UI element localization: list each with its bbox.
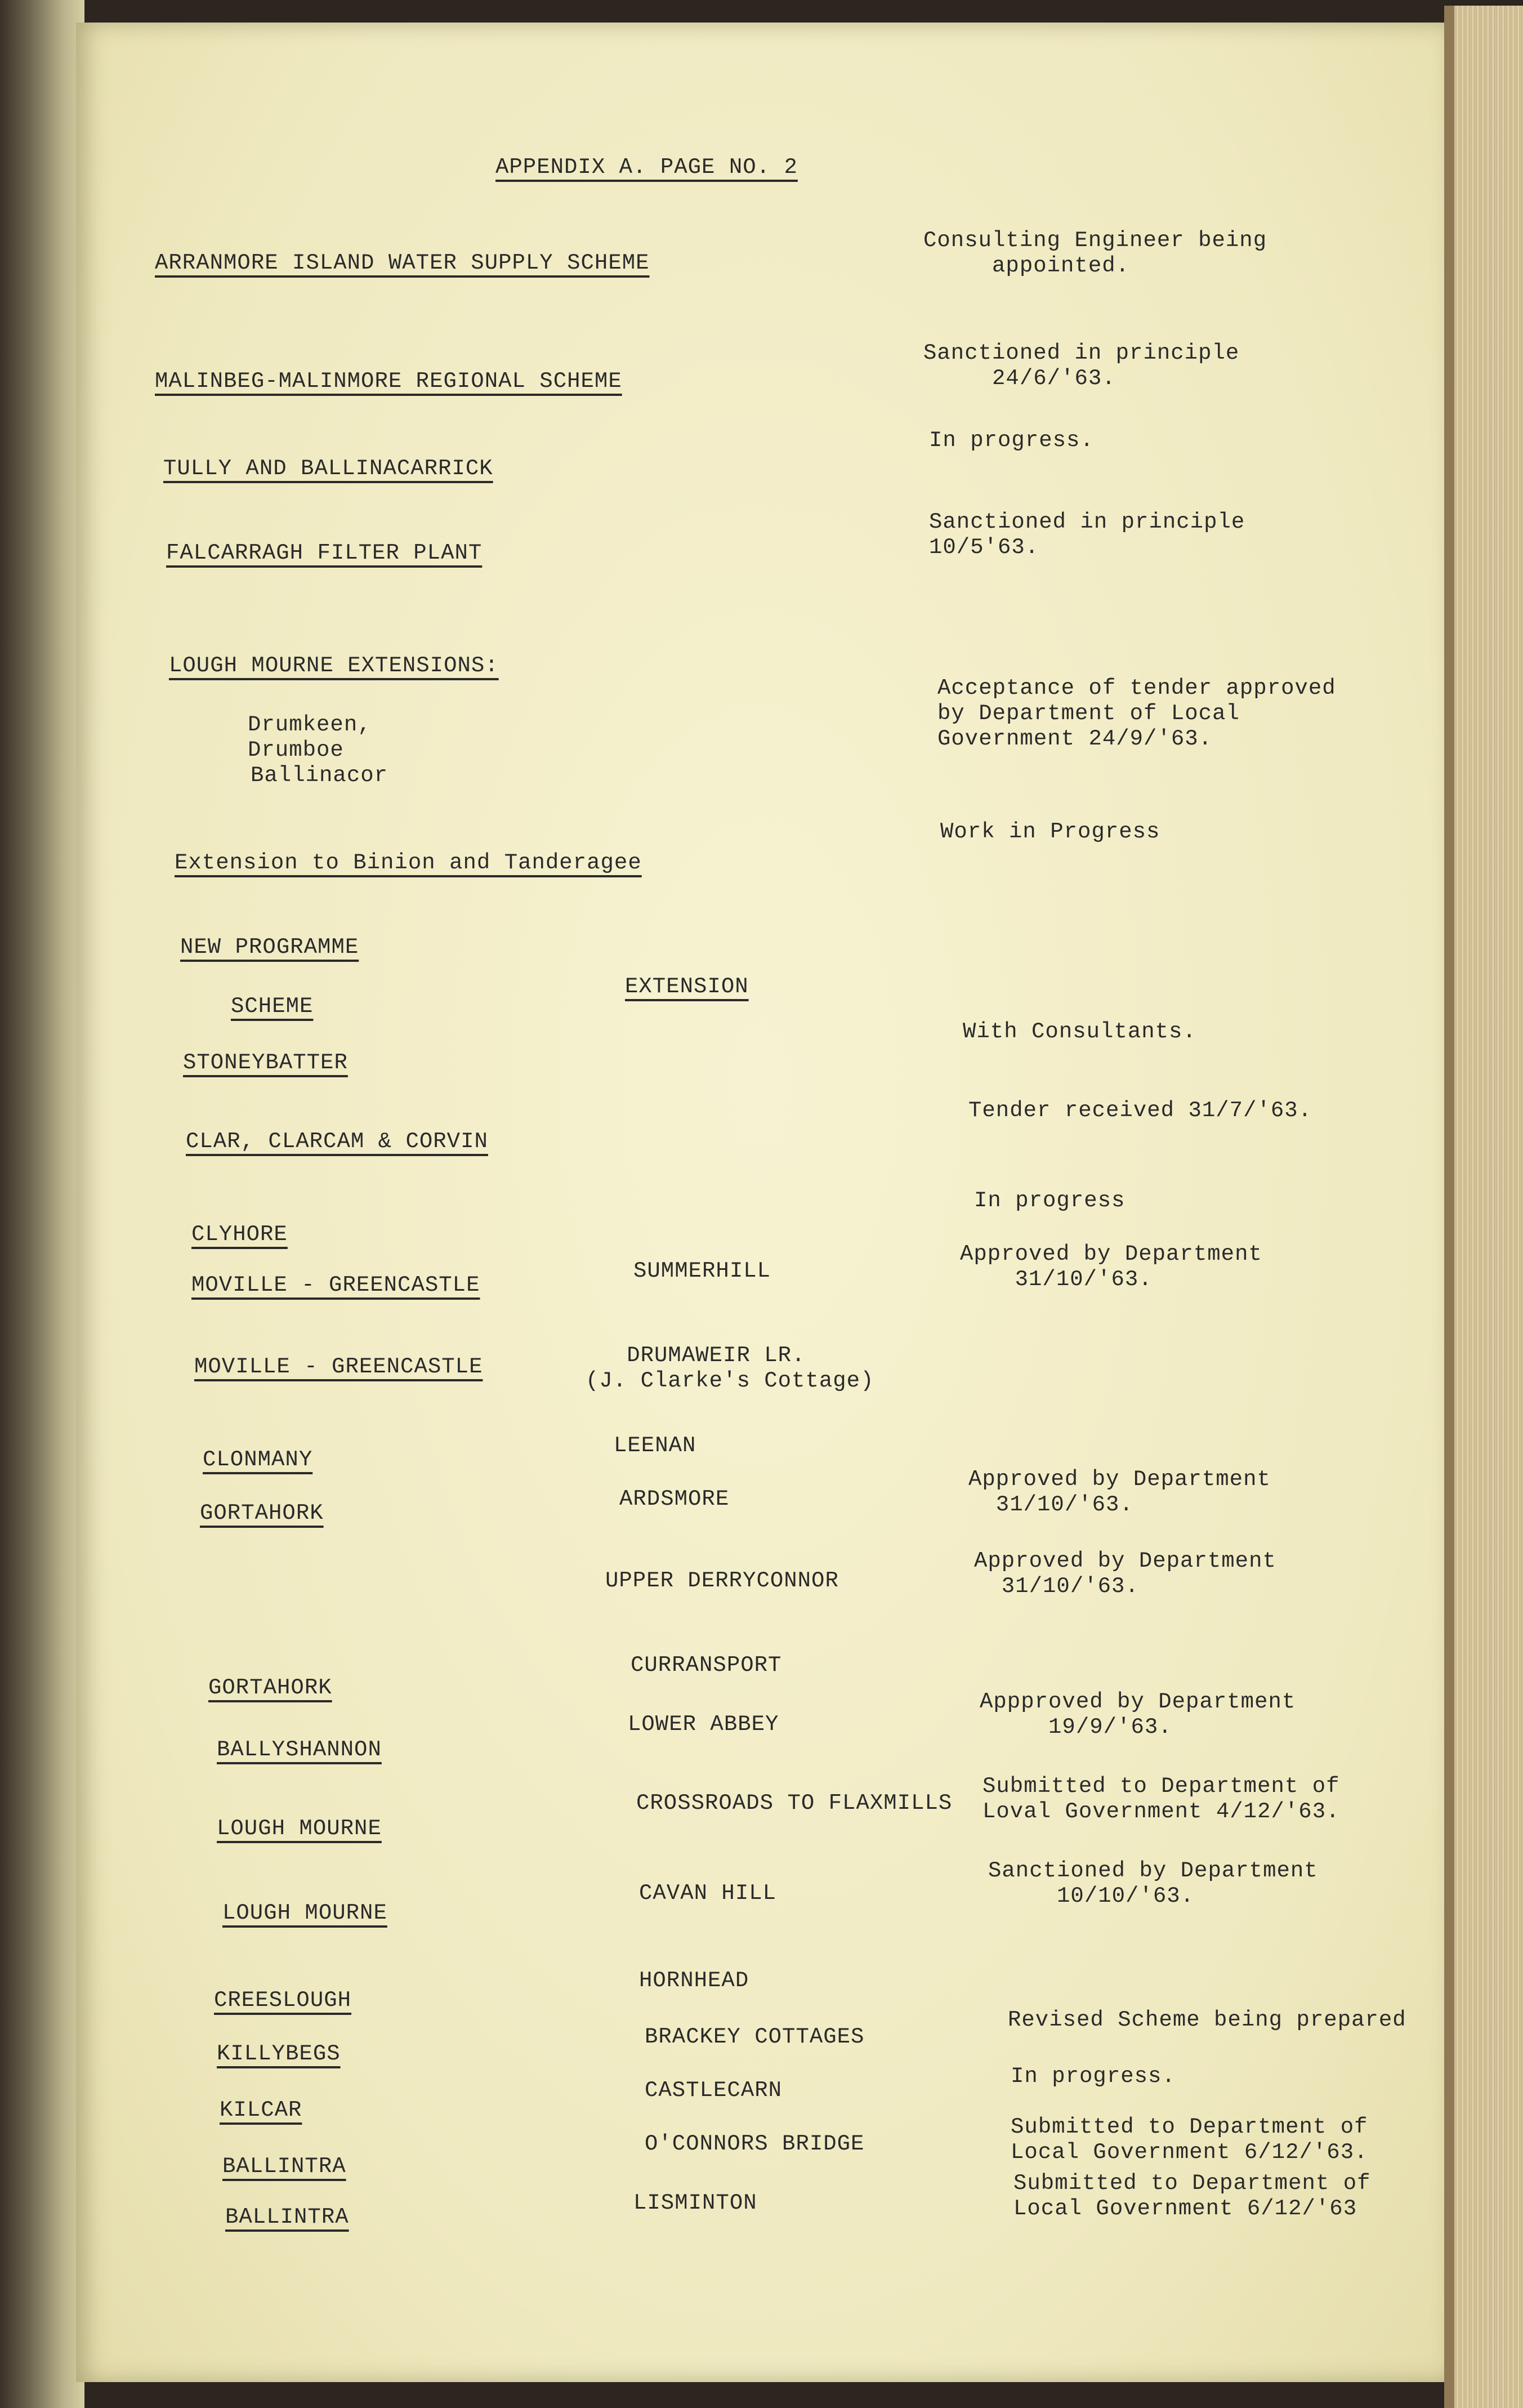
page-stack-edge [1444,6,1523,2408]
row-status: Submitted to Department of Local Government 6/12/'63. [1011,2115,1368,2165]
row-status: Sanctioned by Department 10/10/'63. [988,1858,1318,1908]
row-status: Tender received 31/7/'63. [968,1098,1312,1123]
row-scheme: CLYHORE [191,1222,288,1247]
row-scheme: BALLINTRA [225,2205,349,2229]
row-scheme: MOVILLE - GREENCASTLE [191,1273,480,1297]
row-extension: ARDSMORE [619,1487,730,1511]
scheme-name-binion: Extension to Binion and Tanderagee [175,850,642,875]
status-malinbeg: Sanctioned in principle 24/6/'63. [923,341,1240,391]
row-extension: DRUMAWEIR LR. (J. Clarke's Cottage) [586,1343,874,1393]
row-extension: BRACKEY COTTAGES [645,2024,865,2049]
row-status: In progress [974,1188,1125,1213]
row-scheme: GORTAHORK [208,1675,332,1700]
status-tully: In progress. [929,428,1094,453]
row-scheme: LOUGH MOURNE [222,1901,387,1925]
status-falcarragh: Sanctioned in principle 10/5'63. [929,510,1245,560]
extension-place-2: Drumboe [248,738,344,762]
row-status: Revised Scheme being prepared [1008,2008,1406,2032]
scheme-name-lough-mourne-extensions: LOUGH MOURNE EXTENSIONS: [169,653,499,678]
row-scheme: STONEYBATTER [183,1050,348,1075]
scheme-name-malinbeg: MALINBEG-MALINMORE REGIONAL SCHEME [155,369,622,394]
row-scheme: GORTAHORK [200,1501,324,1526]
row-extension: O'CONNORS BRIDGE [645,2131,865,2156]
row-extension: CROSSROADS TO FLAXMILLS [636,1791,953,1816]
row-scheme: KILCAR [220,2098,302,2122]
extension-place-1: Drumkeen, [248,712,372,737]
status-lough-mourne-extensions: Acceptance of tender approved by Department of Local Government 24/9/'63. [937,676,1336,751]
scheme-name-falcarragh: FALCARRAGH FILTER PLANT [166,541,483,565]
row-status: Approved by Department 31/10/'63. [974,1549,1276,1599]
row-scheme: BALLINTRA [222,2154,346,2179]
row-scheme: MOVILLE - GREENCASTLE [194,1354,483,1379]
page-stack-shadow [1444,6,1454,2408]
page-heading: APPENDIX A. PAGE NO. 2 [495,155,798,180]
status-arranmore: Consulting Engineer being appointed. [923,228,1267,278]
row-status: In progress. [1011,2064,1176,2089]
row-extension: CAVAN HILL [639,1881,777,1906]
row-scheme: BALLYSHANNON [217,1737,382,1762]
extension-place-3: Ballinacor [251,763,388,788]
row-extension: SUMMERHILL [633,1259,771,1283]
row-status: Approved by Department 31/10/'63. [968,1467,1271,1517]
column-header-extension: EXTENSION [625,974,749,999]
row-scheme: LOUGH MOURNE [217,1816,382,1841]
row-scheme: CREESLOUGH [214,1988,352,2013]
row-extension: HORNHEAD [639,1968,749,1993]
row-extension: CASTLECARN [645,2078,783,2103]
row-status: Submitted to Department of Loval Government 4/12/'63. [982,1774,1340,1824]
binding-spine-left [0,0,84,2408]
row-status: Appproved by Department 19/9/'63. [980,1689,1296,1740]
row-status: Submitted to Department of Local Government 6/12/'63 [1013,2171,1371,2221]
row-extension: CURRANSPORT [631,1653,782,1678]
column-header-scheme: SCHEME [231,994,314,1019]
row-status: Approved by Department 31/10/'63. [960,1242,1262,1292]
scheme-name-tully: TULLY AND BALLINACARRICK [163,456,493,481]
row-extension: UPPER DERRYCONNOR [605,1568,839,1593]
row-extension: LISMINTON [633,2191,757,2215]
status-binion: Work in Progress [940,819,1160,844]
new-programme-title: NEW PROGRAMME [180,935,359,960]
row-scheme: CLONMANY [203,1447,313,1472]
row-status: With Consultants. [963,1019,1196,1044]
row-extension: LEENAN [614,1433,696,1458]
row-scheme: CLAR, CLARCAM & CORVIN [186,1129,488,1154]
row-scheme: KILLYBEGS [217,2041,341,2066]
scheme-name-arranmore: ARRANMORE ISLAND WATER SUPPLY SCHEME [155,251,650,275]
row-extension: LOWER ABBEY [628,1712,779,1737]
